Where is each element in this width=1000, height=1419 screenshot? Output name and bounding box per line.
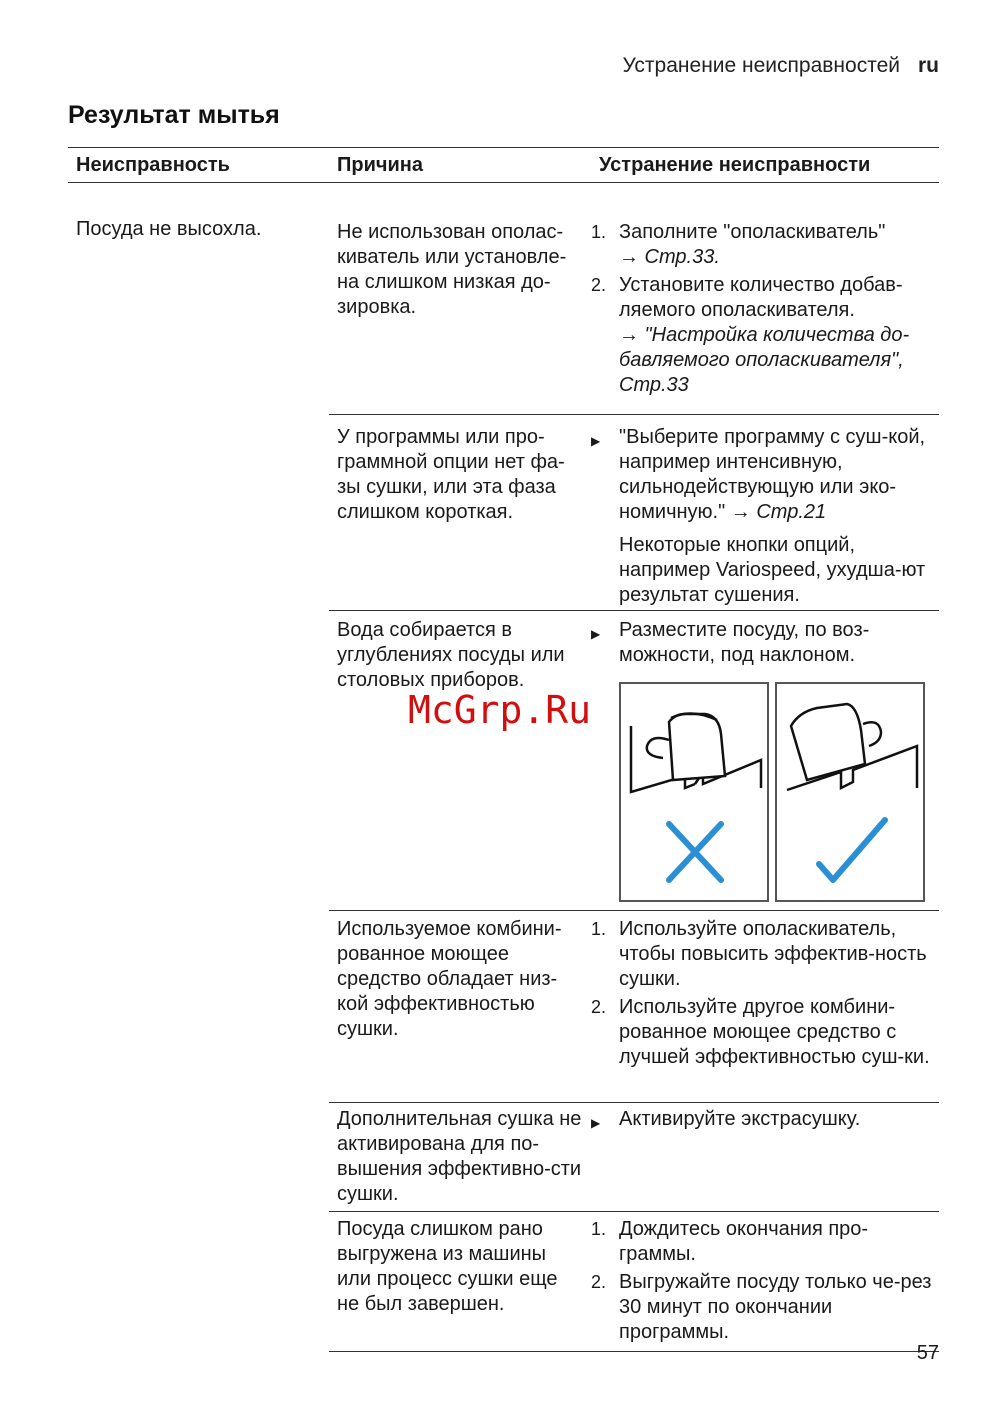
fix-cell	[591, 618, 939, 910]
cause-cell: Используемое комбини-рованное моющее средство обладает низ-кой эффективностью сушки.	[337, 918, 562, 1040]
step-item	[591, 220, 933, 270]
bullet-item	[591, 618, 933, 668]
step-text: Установите количество добав-ляемого ополаскивателя.	[619, 274, 903, 321]
step-item	[591, 273, 933, 398]
step-number: 1.	[591, 919, 607, 939]
table-row	[329, 611, 939, 911]
watermark: McGrp.Ru	[408, 688, 592, 732]
header-cause: Причина	[337, 153, 423, 176]
step-number: 2.	[591, 275, 607, 295]
step-text: Используйте ополаскиватель, чтобы повысить эффектив-ность сушки.	[619, 918, 927, 990]
step-item	[591, 1217, 933, 1267]
troubleshooting-table	[68, 147, 939, 1352]
bullet-arrow-icon: ▶	[591, 434, 601, 448]
bullet-item	[591, 425, 933, 525]
header-fix: Устранение неисправности	[599, 153, 871, 176]
cause-cell: Посуда слишком рано выгружена из машины или процесс сушки еще не был завершен.	[337, 1218, 558, 1315]
table-row	[329, 1212, 939, 1352]
page-reference: → "Настройка количества до-бавляемого ополаскивателя", Стр.33	[619, 324, 910, 396]
table-header	[68, 147, 939, 183]
page-reference: → Стр.21	[730, 501, 827, 523]
step-item	[591, 917, 933, 992]
cause-cell: Не использован ополас-киватель или установле-на слишком низкая до-зировка.	[337, 221, 567, 318]
cause-cell: У программы или про-граммной опции нет фа-зы сушки, или эта фаза слишком короткая.	[337, 426, 565, 523]
bullet-item	[591, 1107, 933, 1136]
bullet-arrow-icon: ▶	[591, 1116, 601, 1130]
language-code: ru	[918, 54, 939, 77]
fault-cell: Посуда не высохла.	[76, 218, 262, 240]
fix-cell	[591, 1107, 939, 1211]
fix-cell	[591, 917, 939, 1102]
cause-cell: Дополнительная сушка не активирована для по-вышения эффективно-сти сушки.	[337, 1108, 582, 1205]
page-header	[623, 54, 940, 78]
cause-cell: Вода собирается в углублениях посуды или столовых приборов.	[337, 619, 565, 691]
step-number: 2.	[591, 1272, 607, 1292]
bullet-text: Разместите посуду, по воз-можности, под наклоном.	[619, 619, 870, 666]
step-number: 1.	[591, 1219, 607, 1239]
step-number: 1.	[591, 222, 607, 242]
bullet-text: Активируйте экстрасушку.	[619, 1108, 861, 1130]
bullet-text: "Выберите программу с суш-кой, например интенсивную, сильнодействующую или эко-номичную."	[619, 426, 926, 523]
fix-cell	[591, 425, 939, 610]
placement-illustrations	[619, 682, 933, 902]
fix-cell	[591, 1217, 939, 1351]
step-number: 2.	[591, 997, 607, 1017]
table-body	[68, 183, 939, 1352]
step-text: Дождитесь окончания про-граммы.	[619, 1218, 869, 1265]
correct-placement-icon	[775, 682, 925, 902]
table-row	[329, 183, 939, 414]
page-number: 57	[916, 1342, 939, 1364]
step-item	[591, 995, 933, 1070]
chapter-title: Устранение неисправностей	[622, 54, 900, 77]
step-text: Используйте другое комбини-рованное моющее средство с лучшей эффективностью суш-ки.	[619, 996, 930, 1068]
step-item	[591, 1270, 933, 1345]
table-row	[329, 414, 939, 611]
note-text: Некоторые кнопки опций, например Variospeed, ухудша-ют результат сушения.	[619, 534, 926, 606]
header-fault: Неисправность	[76, 153, 230, 176]
table-row	[329, 911, 939, 1103]
step-text: Заполните "ополаскиватель"	[619, 221, 886, 243]
table-row	[329, 1103, 939, 1212]
step-text: Выгружайте посуду только че-рез 30 минут по окончании программы.	[619, 1271, 932, 1343]
fix-cell	[591, 220, 939, 414]
page-reference: → Стр.33.	[619, 246, 720, 268]
section-title: Результат мытья	[68, 101, 280, 129]
wrong-placement-icon	[619, 682, 769, 902]
bullet-arrow-icon: ▶	[591, 627, 601, 641]
